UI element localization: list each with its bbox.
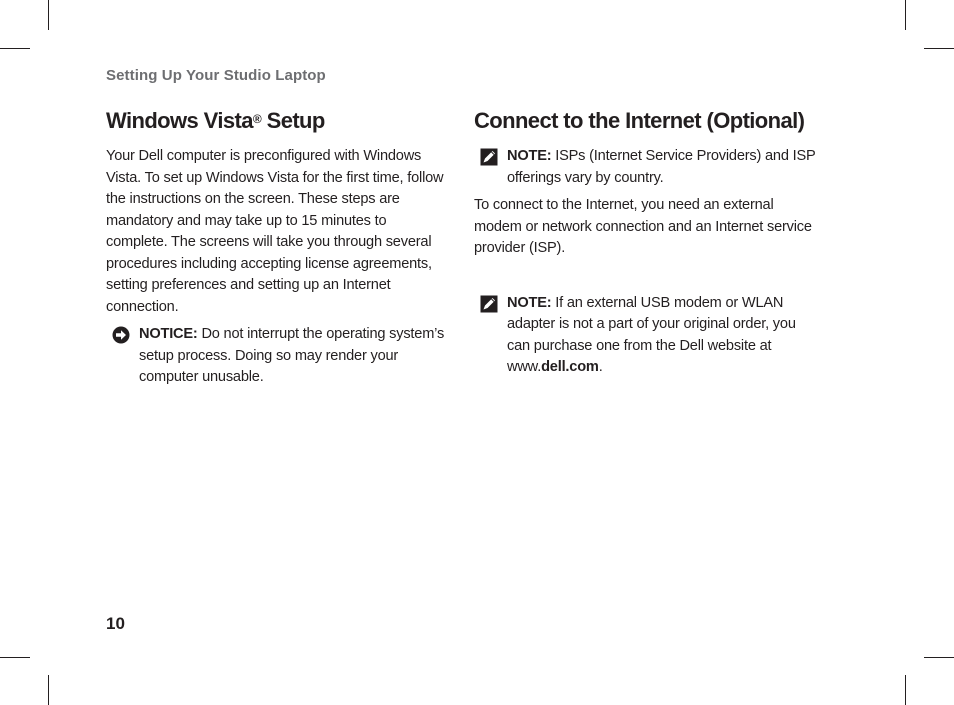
notice-arrow-icon [112,326,130,344]
running-head: Setting Up Your Studio Laptop [106,67,326,84]
crop-mark-top-right-h [924,48,954,49]
notice-label: NOTICE: [139,326,198,342]
heading-tail: Setup [261,108,325,133]
crop-mark-bottom-right-h [924,657,954,658]
note-callout-isp [474,146,819,189]
connect-internet-paragraph: To connect to the Internet, you need an external modem or network connection and an Internet service provider (ISP). [474,197,812,256]
note2-text: If an external USB modem or WLAN adapter is not a part of your original order, you can purchase one from the Dell website at www. [507,294,796,375]
dell-website-link[interactable]: dell.com [541,359,599,375]
crop-mark-top-left-h [0,48,30,49]
note-pencil-icon [480,148,498,166]
note-callout-modem [474,293,819,379]
note2-end: . [598,359,603,375]
notice-text: Do not interrupt the operating system’s setup process. Doing so may render your computer unusable. [139,326,445,385]
windows-vista-setup-paragraph: Your Dell computer is preconfigured with Windows Vista. To set up Windows Vista for the first time, follow the instructions on the screen. These steps are mandatory and may take up to 15 minutes to complete. The screens will take you through several procedures including accepting license agreements, setting preferences and setting up an Internet connection. [106,148,444,315]
note1-text: ISPs (Internet Service Providers) and ISP offerings vary by country. [507,148,816,186]
crop-mark-top-right-v [905,0,906,30]
crop-mark-bottom-left-h [0,657,30,658]
note2-label: NOTE: [507,294,552,311]
page-number: 10 [106,614,125,633]
crop-mark-bottom-left-v [48,675,49,705]
windows-vista-setup-heading [106,106,446,136]
note-pencil-icon [480,295,498,313]
note1-label: NOTE: [507,148,552,164]
heading-main: Windows Vista [106,108,253,133]
crop-mark-top-left-v [48,0,49,30]
windows-vista-setup-section [106,106,446,389]
registered-mark: ® [252,112,262,126]
connect-internet-section [474,106,819,379]
crop-mark-bottom-right-v [905,675,906,705]
connect-internet-heading: Connect to the Internet (Optional) [474,108,805,133]
notice-callout [106,324,446,389]
